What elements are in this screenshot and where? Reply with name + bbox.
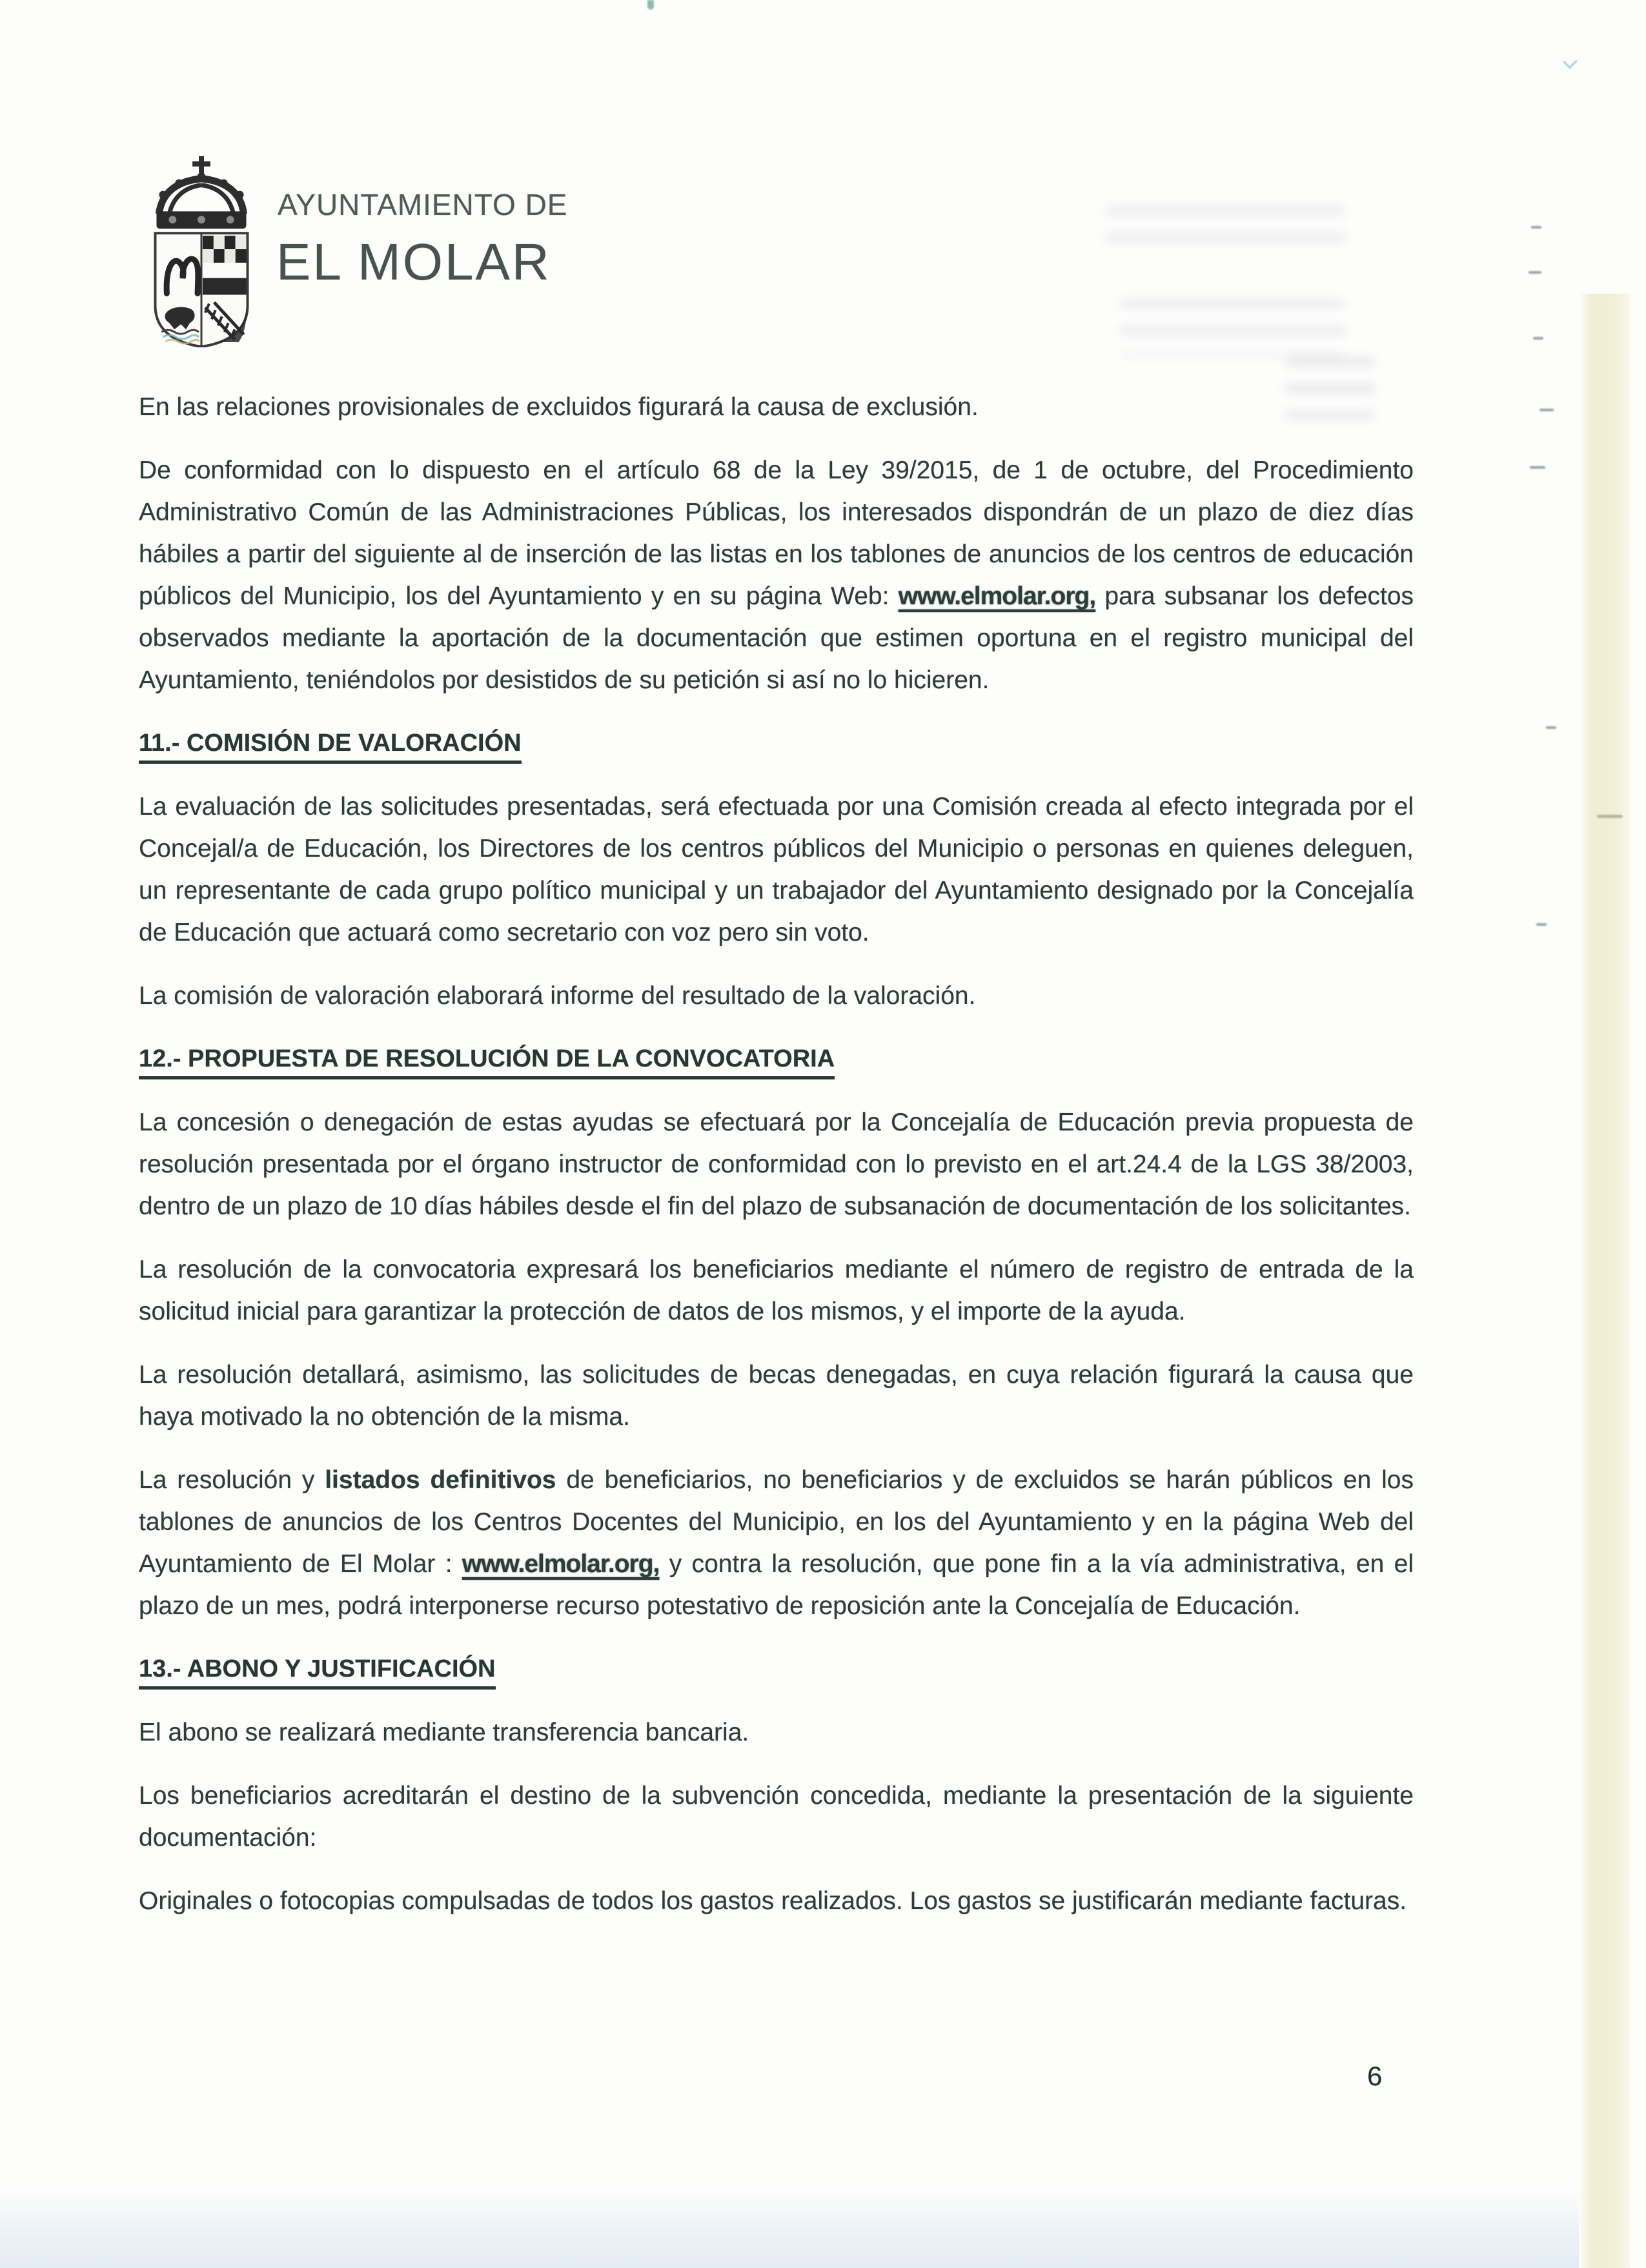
el-molar-coat-of-arms-icon (143, 155, 259, 347)
paragraph-exclusion-causes: En las relaciones provisionales de excluidos figurará la causa de exclusión. (139, 393, 979, 421)
page-number: 6 (1367, 2061, 1383, 2091)
paragraph-text: La resolución y (139, 1466, 325, 1494)
scan-artifact-ghost-text (1105, 205, 1345, 244)
scan-artifact-check (1563, 54, 1578, 69)
bold-text: listados definitivos (325, 1466, 556, 1494)
scan-artifact-edge-band (1579, 294, 1631, 2268)
paragraph-text: de beneficiarios, no beneficiarios y de excluidos se harán públicos en los tablones de anuncios de los Centros Docentes del Municipio, en los del Ayuntamiento y en la página Web del Ayuntamiento de El Molar : (139, 1466, 1414, 1578)
paragraph-bank-transfer: El abono se realizará mediante transferencia bancaria. (139, 1719, 749, 1746)
elmolar-website-link: www.elmolar.org, (898, 582, 1096, 610)
section-heading-11-comision: 11.- COMISIÓN DE VALORACIÓN (139, 722, 1414, 764)
scan-artifact-bottom-tint (0, 2189, 1579, 2268)
org-name-line1: AYUNTAMIENTO DE (278, 188, 568, 221)
scan-artifact-speck (1536, 923, 1547, 926)
paragraph-text: y contra la resolución, que pone fin a la vía administrativa, en el plazo de un mes, podrá interponerse recurso potestativo de reposición ante la Concejalía de Educación. (139, 1550, 1414, 1620)
paragraph-law-39-2015 (139, 449, 1414, 701)
scan-artifact-ghost-text (1120, 298, 1346, 356)
scan-artifact-mark (1597, 815, 1623, 818)
paragraph-commission-members: La evaluación de las solicitudes presentadas, será efectuada por una Comisión creada al efecto integrada por el Concejal/a de Educación, los Directores de los centros públicos del Municipio o personas en quienes deleguen, un representante de cada grupo político municipal y un trabajador del Ayuntamiento designado por la Concejalía de Educación que actuará como secretario con voz pero sin voto. (139, 793, 1414, 946)
paragraph-text: para subsanar los defectos observados mediante la aportación de la documentación que estimen oportuna en el registro municipal del Ayuntamiento, teniéndolos por desistidos de su petición si así no lo hicieren. (139, 582, 1414, 694)
paragraph-resolution-registry: La resolución de la convocatoria expresará los beneficiarios mediante el número de registro de entrada de la solicitud inicial para garantizar la protección de datos de los mismos, y el importe de la ayuda. (139, 1256, 1414, 1325)
scan-artifact-speck (1546, 726, 1556, 729)
scan-artifact-speck (1531, 226, 1541, 229)
scan-artifact-speck (1533, 337, 1543, 340)
paragraph-beneficiaries-docs: Los beneficiarios acreditarán el destino de la subvención concedida, mediante la presentación de la siguiente documentación: (139, 1782, 1414, 1852)
paragraph-invoices: Originales o fotocopias compulsadas de todos los gastos realizados. Los gastos se justificarán mediante facturas. (139, 1887, 1407, 1915)
scan-artifact-speck (1529, 271, 1541, 274)
paragraph-definitive-lists (139, 1459, 1414, 1627)
section-heading-13-abono: 13.- ABONO Y JUSTIFICACIÓN (139, 1648, 1414, 1690)
org-name-line2: EL MOLAR (276, 233, 551, 291)
scan-artifact-speck (1539, 409, 1554, 411)
scan-artifact-speck (1530, 466, 1545, 469)
paragraph-commission-report: La comisión de valoración elaborará informe del resultado de la valoración. (139, 982, 976, 1010)
paragraph-text: De conformidad con lo dispuesto en el artículo 68 de la Ley 39/2015, de 1 de octubre, del Procedimiento Administrativo Común de las Administraciones Públicas, los interesados dispondrán de un plazo de diez días hábiles a partir del siguiente al de inserción de las listas en los tablones de anuncios de los centros de educación públicos del Municipio, los del Ayuntamiento y en su página Web: (139, 456, 1414, 610)
scan-artifact-ghost-text (1285, 356, 1375, 420)
scan-artifact-dot (647, 0, 654, 10)
elmolar-website-link: www.elmolar.org, (462, 1550, 660, 1578)
document-body (139, 386, 1414, 1943)
section-heading-12-propuesta: 12.- PROPUESTA DE RESOLUCIÓN DE LA CONVOCATORIA (139, 1038, 1414, 1080)
paragraph-denied-scholarships: La resolución detallará, asimismo, las solicitudes de becas denegadas, en cuya relación figurará la causa que haya motivado la no obtención de la misma. (139, 1361, 1414, 1431)
paragraph-concession-denial: La concesión o denegación de estas ayudas se efectuará por la Concejalía de Educación previa propuesta de resolución presentada por el órgano instructor de conformidad con lo previsto en el art.24.4 de la LGS 38/2003, dentro de un plazo de 10 días hábiles desde el fin del plazo de subsanación de documentación de los solicitantes. (139, 1108, 1414, 1220)
